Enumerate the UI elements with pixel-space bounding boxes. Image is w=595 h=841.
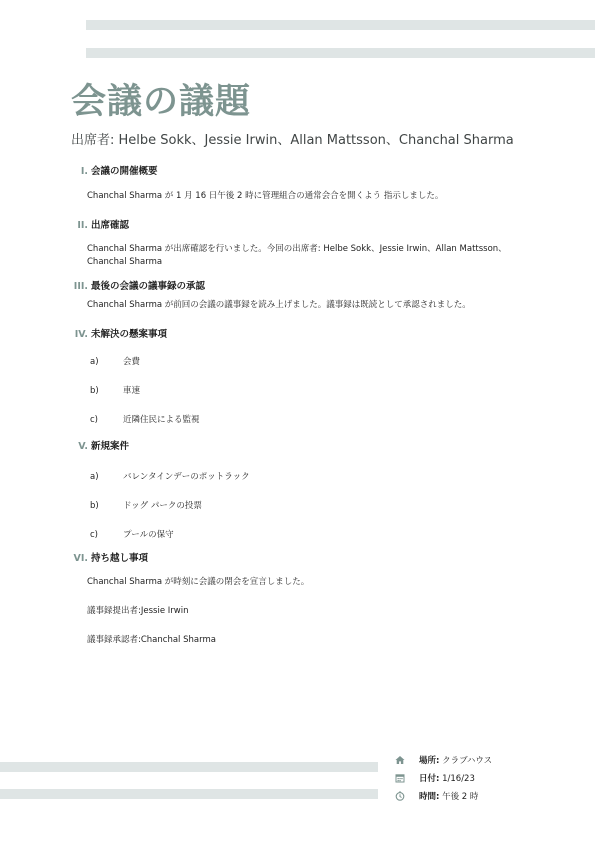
section-2 (70, 219, 550, 269)
minutes-approved-by: 議事録承認者:Chanchal Sharma (87, 635, 216, 645)
section-text: Chanchal Sharma が 1 月 16 日午後 2 時に管理組合の通常会合を開くよう 指示しました。 (87, 191, 444, 201)
header-decor-bar-bottom (86, 48, 595, 58)
location-info: 場所: クラブハウス (395, 753, 585, 769)
footer-decor-bar-bottom (0, 789, 378, 799)
section-heading: 未解決の懸案事項 (91, 329, 168, 340)
list-item: b) ドッグ パークの投票 (90, 501, 202, 511)
section-number: IV. (74, 329, 88, 340)
footer-decor-bar-top (0, 762, 378, 772)
list-item: c) プールの保守 (90, 530, 174, 540)
section-number: V. (78, 441, 88, 452)
section-3 (70, 280, 550, 312)
section-number: II. (77, 220, 88, 231)
section-text: Chanchal Sharma が時刻に会議の閉会を宣言しました。 (87, 577, 310, 587)
list-item: b) 車速 (90, 386, 141, 396)
header-decor-bar-top (86, 20, 595, 30)
section-heading: 会議の開催概要 (91, 166, 158, 177)
section-text: Chanchal Sharma が前回の会議の議事録を読み上げました。議事録は既読として承認されました。 (87, 300, 471, 310)
section-heading: 持ち越し事項 (91, 553, 149, 564)
section-heading: 新規案件 (91, 441, 130, 452)
attendees-line: 出席者: Helbe Sokk、Jessie Irwin、Allan Mattsson、Chanchal Sharma (71, 133, 514, 148)
date-info: 日付: 1/16/23 (395, 771, 585, 787)
list-item: a) バレンタインデーのポットラック (90, 472, 250, 482)
home-icon (395, 755, 405, 765)
section-heading: 最後の会議の議事録の承認 (91, 281, 206, 292)
section-text: Chanchal Sharma が出席確認を行いました。今回の出席者: Helbe Sokk、Jessie Irwin、Allan Mattsson、Chanchal Sharma (87, 244, 507, 267)
section-4 (70, 328, 550, 443)
section-5 (70, 440, 550, 558)
section-6 (70, 552, 550, 647)
list-item: c) 近隣住民による監視 (90, 415, 200, 425)
page-title: 会議の議題 (71, 82, 252, 122)
calendar-icon (395, 773, 405, 783)
time-info: 時間: 午後 2 時 (395, 789, 585, 805)
minutes-submitted-by: 議事録提出者:Jessie Irwin (87, 606, 189, 616)
pending-items-list (90, 356, 550, 443)
section-heading: 出席確認 (91, 220, 130, 231)
section-number: III. (73, 281, 88, 292)
section-number: VI. (73, 553, 88, 564)
clock-icon (395, 791, 405, 801)
section-number: I. (80, 166, 88, 177)
new-items-list (90, 471, 550, 558)
list-item: a) 会費 (90, 357, 141, 367)
section-1 (70, 165, 550, 203)
